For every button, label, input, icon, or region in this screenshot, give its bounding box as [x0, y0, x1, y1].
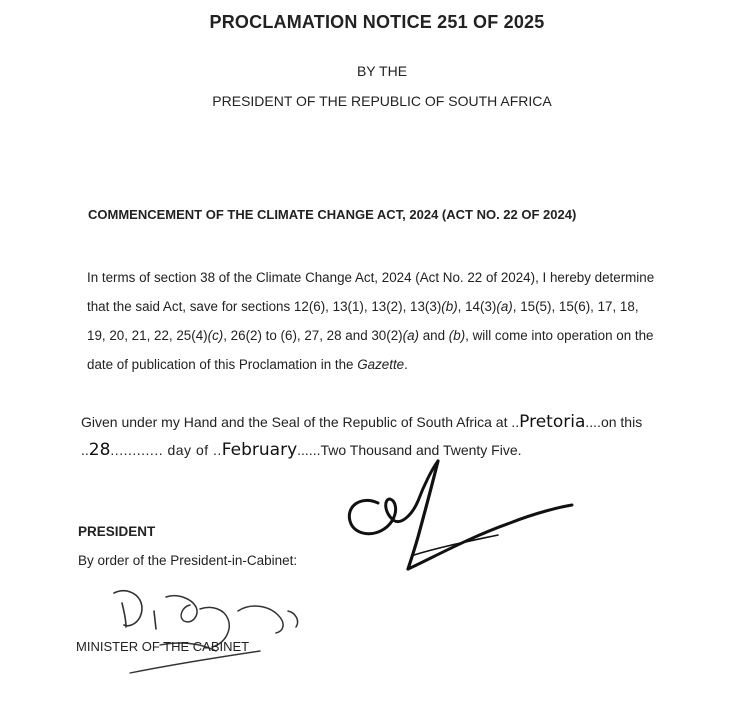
section-heading: COMMENCEMENT OF THE CLIMATE CHANGE ACT, 2024 (ACT NO. 22 OF 2024) — [88, 207, 577, 222]
body-paragraph — [87, 263, 673, 379]
day-prefix: .. — [81, 442, 89, 458]
president-in-cabinet-order: By order of the President-in-Cabinet: — [78, 553, 298, 568]
month-handwritten: February — [221, 440, 298, 460]
given-prefix: Given under my Hand and the Seal of the Republic of South Africa at .. — [81, 414, 520, 430]
body-text: , 26(2) to (6), 27, 28 and 30(2) — [223, 328, 403, 343]
gazette-italic: Gazette — [357, 357, 405, 372]
day-suffix: ............ day of .. — [110, 442, 222, 458]
place-handwritten: Pretoria — [519, 412, 586, 432]
president-signature — [340, 455, 590, 585]
body-line-2 — [87, 292, 673, 321]
body-text: , 15(5), 15(6), 17, 18, — [512, 299, 639, 314]
by-the-line: BY THE — [356, 63, 408, 79]
body-text: and — [419, 328, 449, 343]
body-text: , will come into operation on the — [465, 328, 654, 343]
body-text: In terms of section 38 of the Climate Change Act, 2024 (Act No. 22 of 2024), I hereby determine — [87, 270, 655, 285]
body-text: 19, 20, 21, 22, 25(4) — [87, 328, 208, 343]
given-line-1 — [81, 408, 642, 436]
body-text-italic: (c) — [207, 328, 224, 343]
month-suffix: ......Two Thousand and Twenty Five. — [297, 442, 522, 458]
body-text-italic: (a) — [496, 299, 513, 314]
body-text: that the said Act, save for sections 12(6), 13(1), 13(2), 13(3) — [87, 299, 442, 314]
president-label: PRESIDENT — [78, 524, 156, 539]
notice-title: PROCLAMATION NOTICE 251 OF 2025 — [209, 12, 545, 32]
body-text: date of publication of this Proclamation in the — [87, 357, 358, 372]
minister-label: MINISTER OF THE CABINET — [76, 639, 250, 654]
issuer-line: PRESIDENT OF THE REPUBLIC OF SOUTH AFRICA — [212, 93, 552, 109]
given-place-suffix: ....on this — [585, 414, 643, 430]
body-text: , 14(3) — [457, 299, 497, 314]
body-line-3 — [87, 321, 673, 350]
day-handwritten: 28 — [88, 440, 111, 460]
body-text: . — [404, 357, 408, 372]
body-line-4 — [87, 350, 673, 379]
body-line-1 — [87, 263, 673, 292]
body-text-italic: (a) — [402, 328, 419, 343]
minister-signature — [100, 585, 310, 685]
body-text-italic: (b) — [448, 328, 466, 343]
body-text-italic: (b) — [441, 299, 458, 314]
